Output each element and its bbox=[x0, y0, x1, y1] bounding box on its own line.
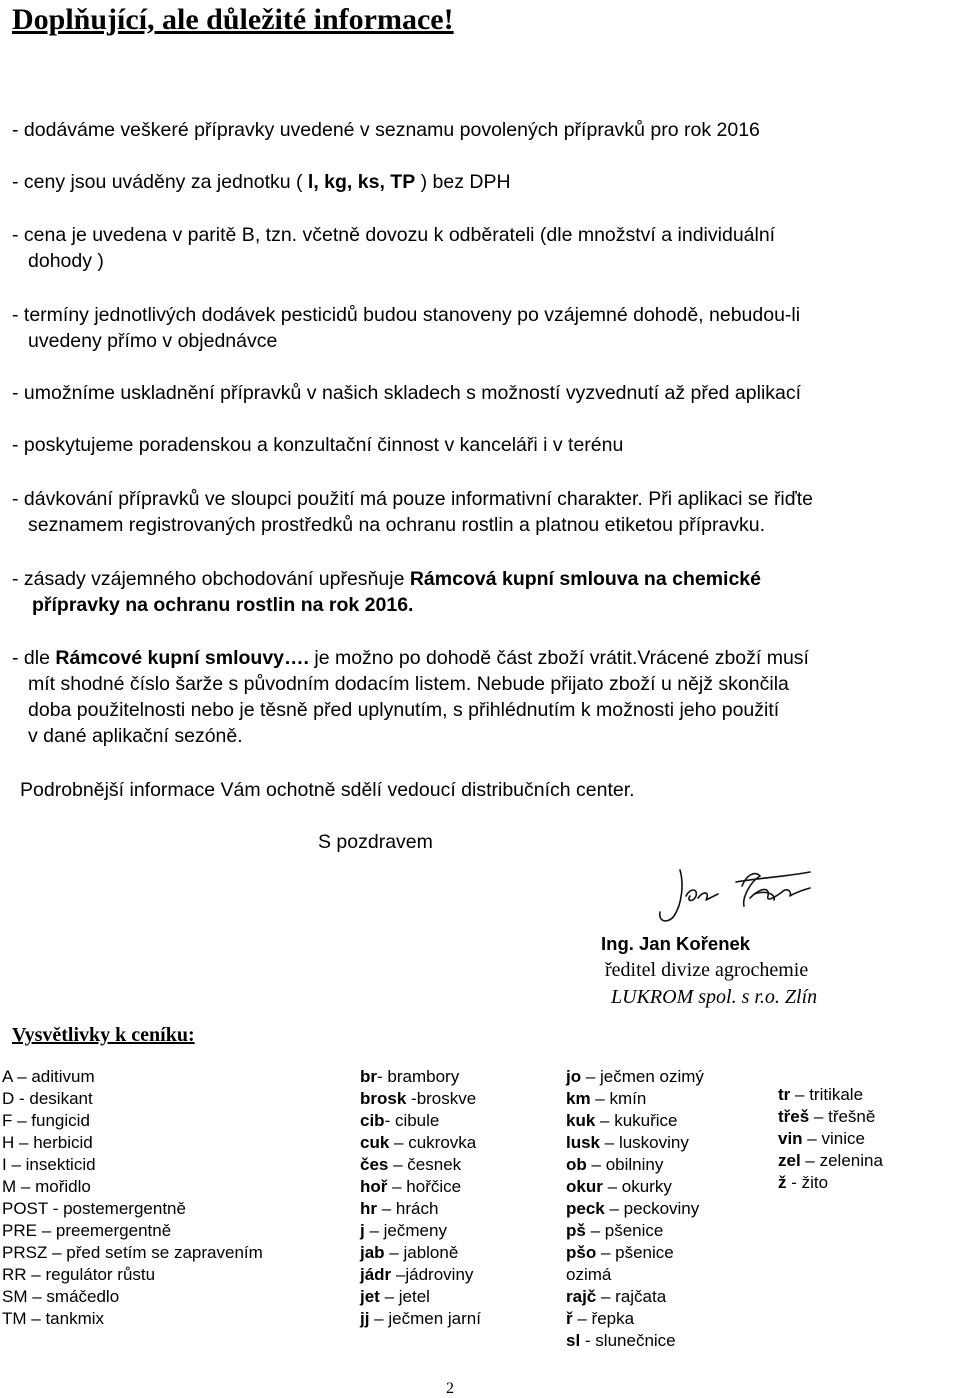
legend-desc: broskve bbox=[416, 1089, 477, 1108]
legend-desc: pšenice bbox=[615, 1243, 674, 1262]
legend-separator: – bbox=[12, 1111, 32, 1130]
legend-entry bbox=[360, 1154, 481, 1176]
legend-entry bbox=[2, 1220, 263, 1242]
legend-entry bbox=[360, 1176, 481, 1198]
legend-separator: – bbox=[581, 1067, 601, 1086]
legend-entry bbox=[2, 1088, 263, 1110]
info-poradenstvi: - poskytujeme poradenskou a konzultační činnost v kanceláři i v terénu bbox=[12, 434, 624, 456]
legend-entry bbox=[360, 1264, 481, 1286]
legend-desc: preemergentně bbox=[55, 1221, 172, 1240]
info-vraceni-text: je možno po dohodě část zboží vrátit.Vrácené zboží musí bbox=[308, 647, 809, 669]
legend-desc: desikant bbox=[29, 1089, 93, 1108]
legend-separator: – bbox=[6, 1155, 26, 1174]
legend-separator: - bbox=[406, 1089, 417, 1108]
page-number: 2 bbox=[446, 1380, 454, 1397]
signatory-role: ředitel divize agrochemie bbox=[605, 959, 809, 981]
legend-separator: – bbox=[379, 1287, 399, 1306]
legend-desc: tankmix bbox=[45, 1309, 105, 1328]
signatory-company: LUKROM spol. s r.o. Zlín bbox=[611, 986, 818, 1008]
legend-entry bbox=[360, 1110, 481, 1132]
legend-entry bbox=[778, 1150, 883, 1172]
legend-desc: kmín bbox=[609, 1089, 647, 1108]
legend-desc: česnek bbox=[407, 1155, 462, 1174]
legend-entry bbox=[2, 1242, 263, 1264]
legend-abbr: PRSZ bbox=[2, 1243, 48, 1262]
legend-desc: ječmeny bbox=[383, 1221, 447, 1240]
legend-desc: fungicid bbox=[31, 1111, 90, 1130]
legend-abbr: jádr bbox=[360, 1265, 392, 1284]
legend-abbr: lusk bbox=[566, 1133, 601, 1152]
legend-separator: - bbox=[14, 1089, 30, 1108]
legend-abbr: sl bbox=[566, 1331, 581, 1350]
legend-separator: – bbox=[364, 1221, 384, 1240]
legend-entry bbox=[360, 1242, 481, 1264]
page-title: Doplňující, ale důležité informace! bbox=[12, 3, 454, 36]
legend-desc: mořidlo bbox=[35, 1177, 91, 1196]
legend-desc: žito bbox=[801, 1173, 829, 1192]
legend-separator: – bbox=[26, 1265, 46, 1284]
info-parita-line1: - cena je uvedena v paritě B, tzn. včetně dovozu k odběrateli (dle množství a individuální bbox=[12, 224, 776, 246]
legend-desc: aditivum bbox=[31, 1067, 95, 1086]
legend-abbr: A bbox=[2, 1067, 13, 1086]
legend-desc: postemergentně bbox=[63, 1199, 186, 1218]
legend-desc: herbicid bbox=[33, 1133, 93, 1152]
legend-entry bbox=[360, 1308, 481, 1330]
legend-column-crops-3 bbox=[778, 1084, 883, 1194]
legend-entry bbox=[778, 1172, 883, 1194]
legend-abbr: ř bbox=[566, 1309, 573, 1328]
legend-desc: cibule bbox=[394, 1111, 440, 1130]
legend-abbr: hoř bbox=[360, 1177, 388, 1196]
legend-desc: okurky bbox=[621, 1177, 672, 1196]
legend-desc: ječmen jarní bbox=[388, 1309, 481, 1328]
legend-separator: - bbox=[377, 1067, 388, 1086]
legend-entry bbox=[566, 1088, 704, 1110]
legend-abbr: pš bbox=[566, 1221, 586, 1240]
legend-desc: hořčice bbox=[406, 1177, 462, 1196]
legend-entry bbox=[778, 1106, 883, 1128]
legend-abbr: rajč bbox=[566, 1287, 597, 1306]
legend-abbr: TM bbox=[2, 1309, 27, 1328]
legend-entry bbox=[2, 1264, 263, 1286]
signature-image bbox=[650, 858, 830, 936]
legend-abbr: I bbox=[2, 1155, 7, 1174]
legend-desc: ječmen ozimý bbox=[600, 1067, 704, 1086]
legend-separator: – bbox=[800, 1151, 820, 1170]
legend-separator: - bbox=[47, 1199, 64, 1218]
legend-separator: - bbox=[384, 1111, 395, 1130]
legend-abbr: jab bbox=[360, 1243, 385, 1262]
legend-entry bbox=[778, 1084, 883, 1106]
legend-abbr: km bbox=[566, 1089, 591, 1108]
legend-entry bbox=[566, 1330, 704, 1352]
legend-entry bbox=[566, 1154, 704, 1176]
legend-abbr: hr bbox=[360, 1199, 377, 1218]
legend-abbr: j bbox=[360, 1221, 365, 1240]
legend-desc: pšenice bbox=[604, 1221, 664, 1240]
info-podrobnejsi: Podrobnější informace Vám ochotně sdělí vedoucí distribučních center. bbox=[20, 779, 635, 801]
legend-separator: – bbox=[809, 1107, 829, 1126]
legend-separator: – bbox=[802, 1129, 822, 1148]
legend-abbr: vin bbox=[778, 1129, 803, 1148]
info-terminy-line2: uvedeny přímo v objednávce bbox=[28, 330, 278, 352]
legend-entry bbox=[566, 1308, 704, 1330]
legend-abbr: D bbox=[2, 1089, 15, 1108]
legend-entry bbox=[360, 1088, 481, 1110]
info-ceny-text: - ceny jsou uváděny za jednotku ( bbox=[12, 171, 308, 193]
legend-separator: – bbox=[47, 1243, 67, 1262]
legend-desc: cukrovka bbox=[408, 1133, 477, 1152]
legend-entry bbox=[778, 1128, 883, 1150]
legend-separator: – bbox=[391, 1265, 406, 1284]
legend-entry bbox=[566, 1264, 704, 1286]
greeting: S pozdravem bbox=[318, 831, 433, 853]
legend-column-types bbox=[2, 1066, 263, 1330]
legend-entry bbox=[566, 1110, 704, 1132]
legend-abbr: ob bbox=[566, 1155, 587, 1174]
info-zasady-contract-cont: přípravky na ochranu rostlin na rok 2016. bbox=[32, 594, 414, 616]
legend-desc: zelenina bbox=[819, 1151, 883, 1170]
info-ceny-units: l, kg, ks, TP bbox=[307, 171, 416, 193]
legend-desc: luskoviny bbox=[618, 1133, 689, 1152]
legend-desc: brambory bbox=[387, 1067, 460, 1086]
legend-abbr: peck bbox=[566, 1199, 605, 1218]
legend-separator: – bbox=[14, 1133, 34, 1152]
legend-entry bbox=[566, 1066, 704, 1088]
legend-desc: řepka bbox=[591, 1309, 635, 1328]
legend-entry bbox=[2, 1308, 263, 1330]
legend-entry bbox=[360, 1198, 481, 1220]
legend-separator: – bbox=[388, 1155, 408, 1174]
legend-separator: – bbox=[596, 1243, 616, 1262]
legend-separator: – bbox=[602, 1177, 622, 1196]
legend-abbr: jj bbox=[360, 1309, 370, 1328]
legend-entry bbox=[2, 1154, 263, 1176]
legend-desc: hrách bbox=[395, 1199, 439, 1218]
legend-entry bbox=[2, 1198, 263, 1220]
legend-entry bbox=[2, 1066, 263, 1088]
legend-separator: – bbox=[586, 1155, 606, 1174]
legend-entry bbox=[566, 1198, 704, 1220]
legend-abbr: cib bbox=[360, 1111, 385, 1130]
legend-desc: jabloně bbox=[403, 1243, 459, 1262]
legend-separator: – bbox=[16, 1177, 36, 1196]
legend-separator: – bbox=[590, 1089, 610, 1108]
legend-desc: insekticid bbox=[25, 1155, 96, 1174]
info-ceny-suffix: ) bez DPH bbox=[415, 171, 511, 193]
info-parita-line2: dohody ) bbox=[28, 250, 104, 272]
legend-abbr: F bbox=[2, 1111, 13, 1130]
legend-separator: – bbox=[572, 1309, 592, 1328]
legend-entry bbox=[566, 1176, 704, 1198]
info-zasady-text: - zásady vzájemného obchodování upřesňuje bbox=[12, 568, 410, 590]
legend-separator: – bbox=[585, 1221, 605, 1240]
legend-entry bbox=[360, 1066, 481, 1088]
legend-entry bbox=[2, 1286, 263, 1308]
legend-column-crops-1 bbox=[360, 1066, 481, 1330]
legend-abbr: H bbox=[2, 1133, 15, 1152]
legend-entry bbox=[566, 1132, 704, 1154]
legend-separator: – bbox=[790, 1085, 810, 1104]
legend-entry bbox=[566, 1286, 704, 1308]
legend-abbr: okur bbox=[566, 1177, 603, 1196]
legend-desc: rajčata bbox=[615, 1287, 667, 1306]
info-ceny bbox=[12, 169, 511, 195]
legend-desc: tritikale bbox=[809, 1085, 864, 1104]
legend-separator: – bbox=[596, 1287, 616, 1306]
info-terminy-line1: - termíny jednotlivých dodávek pesticidů budou stanoveny po vzájemné dohodě, nebudou-li bbox=[12, 304, 801, 326]
legend-separator: – bbox=[384, 1243, 404, 1262]
legend-separator: – bbox=[604, 1199, 624, 1218]
info-vraceni-line4: v dané aplikační sezóně. bbox=[28, 725, 243, 747]
legend-column-crops-2 bbox=[566, 1066, 704, 1352]
info-vraceni-line1 bbox=[12, 645, 809, 671]
info-dodavame: - dodáváme veškeré přípravky uvedené v seznamu povolených přípravků pro rok 2016 bbox=[12, 119, 760, 141]
legend-desc: vinice bbox=[821, 1129, 865, 1148]
legend-desc: peckoviny bbox=[623, 1199, 700, 1218]
legend-entry bbox=[2, 1176, 263, 1198]
legend-abbr: POST bbox=[2, 1199, 48, 1218]
legend-entry bbox=[360, 1220, 481, 1242]
legend-separator: – bbox=[600, 1133, 619, 1152]
legend-separator: – bbox=[595, 1111, 615, 1130]
info-vraceni-line2: mít shodné číslo šarže s původním dodacím listem. Nebude přijato zboží u nějž skončila bbox=[28, 673, 789, 695]
signatory-name: Ing. Jan Kořenek bbox=[601, 933, 751, 954]
legend-desc: kukuřice bbox=[614, 1111, 678, 1130]
legend-abbr: SM bbox=[2, 1287, 28, 1306]
legend-abbr: jo bbox=[566, 1067, 582, 1086]
info-vraceni-prefix: - dle bbox=[12, 647, 56, 669]
legend-desc: obilniny bbox=[605, 1155, 664, 1174]
legend-heading: Vysvětlivky k ceníku: bbox=[12, 1024, 195, 1046]
legend-separator: – bbox=[369, 1309, 389, 1328]
legend-separator: - bbox=[786, 1173, 802, 1192]
legend-abbr: čes bbox=[360, 1155, 389, 1174]
legend-entry bbox=[566, 1220, 704, 1242]
legend-desc: jetel bbox=[398, 1287, 430, 1306]
info-vraceni-line3: doba použitelnosti nebo je těsně před uplynutím, s přihlédnutím k možnosti jeho použití bbox=[28, 699, 780, 721]
legend-entry bbox=[2, 1110, 263, 1132]
info-vraceni-contract: Rámcové kupní smlouvy…. bbox=[55, 647, 309, 669]
legend-desc: před setím se zapravením bbox=[66, 1243, 263, 1262]
legend-desc: ozimá bbox=[566, 1265, 612, 1284]
info-zasady-contract: Rámcová kupní smlouva na chemické bbox=[409, 568, 761, 590]
info-davkovani-line1: - dávkování přípravků ve sloupci použití má pouze informativní charakter. Při aplikaci se řiďte bbox=[12, 488, 814, 510]
legend-separator: – bbox=[387, 1177, 407, 1196]
legend-entry bbox=[566, 1242, 704, 1264]
legend-separator: – bbox=[12, 1067, 32, 1086]
legend-abbr: PRE bbox=[2, 1221, 37, 1240]
legend-abbr: kuk bbox=[566, 1111, 596, 1130]
legend-abbr: M bbox=[2, 1177, 17, 1196]
legend-separator: – bbox=[389, 1133, 409, 1152]
legend-entry bbox=[360, 1132, 481, 1154]
legend-separator: - bbox=[580, 1331, 596, 1350]
legend-desc: slunečnice bbox=[595, 1331, 676, 1350]
legend-desc: třešně bbox=[828, 1107, 876, 1126]
legend-desc: regulátor růstu bbox=[45, 1265, 156, 1284]
legend-desc: jádroviny bbox=[405, 1265, 474, 1284]
legend-abbr: jet bbox=[360, 1287, 380, 1306]
legend-separator: – bbox=[36, 1221, 56, 1240]
info-zasady-line1 bbox=[12, 566, 761, 592]
legend-abbr: pšo bbox=[566, 1243, 597, 1262]
legend-abbr: zel bbox=[778, 1151, 801, 1170]
legend-abbr: ž bbox=[778, 1173, 787, 1192]
legend-entry bbox=[360, 1286, 481, 1308]
info-uskladneni: - umožníme uskladnění přípravků v našich skladech s možností vyzvednutí až před aplikací bbox=[12, 382, 802, 404]
legend-separator: – bbox=[26, 1309, 46, 1328]
legend-entry bbox=[2, 1132, 263, 1154]
legend-abbr: cuk bbox=[360, 1133, 390, 1152]
legend-separator: – bbox=[27, 1287, 47, 1306]
legend-desc: smáčedlo bbox=[46, 1287, 120, 1306]
legend-abbr: br bbox=[360, 1067, 377, 1086]
legend-separator: – bbox=[377, 1199, 396, 1218]
legend-abbr: brosk bbox=[360, 1089, 407, 1108]
legend-abbr: RR bbox=[2, 1265, 27, 1284]
info-davkovani-line2: seznamem registrovaných prostředků na ochranu rostlin a platnou etiketou přípravku. bbox=[28, 514, 766, 536]
legend-abbr: třeš bbox=[778, 1107, 810, 1126]
info-zasady-line2 bbox=[32, 592, 413, 618]
legend-abbr: tr bbox=[778, 1085, 791, 1104]
